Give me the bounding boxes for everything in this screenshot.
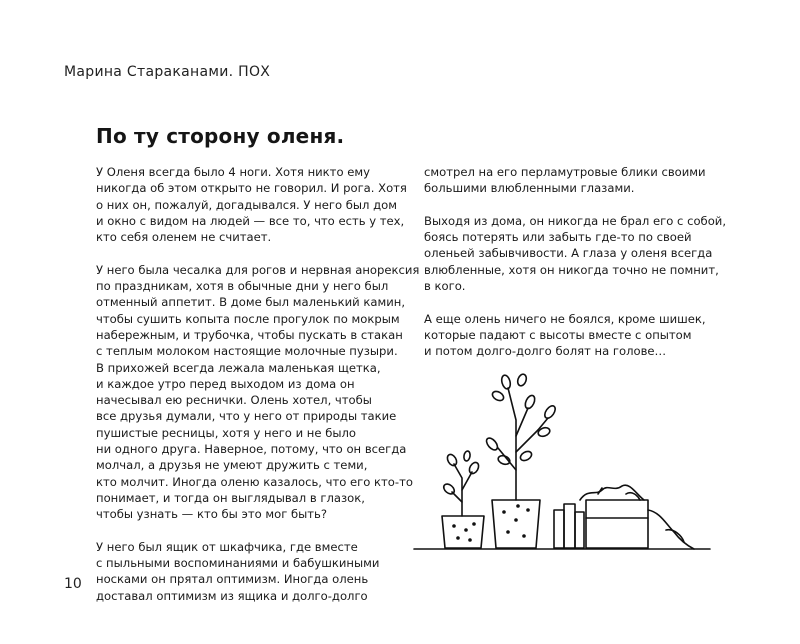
text-line: боясь потерять или забыть где-то по своей: [424, 230, 692, 245]
text-line: набережным, и трубочка, чтобы пускать в стакан: [96, 327, 403, 342]
text-line: кто молчит. Иногда оленю казалось, что его кто-то: [96, 474, 413, 489]
text-line: и потом долго-долго болят на голове…: [424, 344, 667, 359]
text-column-left: [96, 164, 419, 620]
text-line: молчал, а друзья не умеют дружить с теми,: [96, 458, 368, 473]
page-number: 10: [64, 576, 82, 592]
text-line: У Оленя всегда было 4 ноги. Хотя никто ему: [96, 165, 370, 179]
big-pot: [492, 500, 540, 548]
text-line: с пыльными воспоминаниями и бабушкиными: [96, 556, 380, 571]
text-line: оленьей забывчивости. А глаза у оленя всегда: [424, 246, 713, 261]
text-line: и каждое утро перед выходом из дома он: [96, 376, 355, 391]
text-line: носками он прятал оптимизм. Иногда олень: [96, 572, 369, 587]
paragraph: [424, 213, 726, 294]
text-line: о них он, пожалуй, догадывался. У него был дом: [96, 197, 398, 212]
paragraph: [96, 164, 419, 245]
text-line: У него была чесалка для рогов и нервная анорексия: [96, 262, 420, 277]
paragraph: [96, 262, 419, 523]
drawer-box: [580, 485, 694, 549]
small-pot: [442, 516, 484, 548]
paragraph: [96, 539, 419, 604]
paragraph: [424, 164, 726, 197]
text-line: с теплым молоком настоящие молочные пузыри.: [96, 344, 398, 359]
text-line: пушистые ресницы, хотя у него и не было: [96, 425, 357, 440]
plants-illustration: [412, 360, 712, 560]
text-line: все друзья думали, что у него от природы такие: [96, 409, 397, 424]
text-line: начесывал ею реснички. Олень хотел, чтобы: [96, 393, 372, 408]
text-line: большими влюбленными глазами.: [424, 181, 635, 196]
text-line: чтобы узнать — кто бы это мог быть?: [96, 507, 328, 522]
text-line: кто себя оленем не считает.: [96, 230, 272, 245]
text-line: никогда об этом открыто не говорил. И рога. Хотя: [96, 181, 407, 196]
running-header: Марина Стараканами. ПОХ: [64, 64, 271, 80]
text-line: в кого.: [424, 279, 466, 294]
text-line: доставал оптимизм из ящика и долго-долго: [96, 588, 368, 603]
chapter-title: По ту сторону оленя.: [96, 124, 345, 148]
text-line: которые падают с высоты вместе с опытом: [424, 327, 692, 342]
text-line: смотрел на его перламутровые блики своими: [424, 165, 706, 179]
text-line: и окно с видом на людей — все то, что есть у тех,: [96, 213, 405, 228]
text-line: понимает, и тогда он выглядывал в глазок,: [96, 490, 365, 505]
text-column-right: [424, 164, 726, 376]
paragraph: [424, 311, 726, 360]
small-plant: [442, 451, 481, 516]
text-line: А еще олень ничего не боялся, кроме шишек,: [424, 311, 706, 326]
books: [554, 504, 584, 548]
text-line: отменный аппетит. В доме был маленький камин,: [96, 295, 406, 310]
text-line: чтобы сушить копыта после прогулок по мокрым: [96, 311, 400, 326]
text-line: ни одного друга. Наверное, потому, что он всегда: [96, 442, 407, 457]
text-line: по праздникам, хотя в обычные дни у него был: [96, 279, 389, 294]
tall-plant: [484, 373, 557, 500]
text-line: влюбленные, хотя он никогда точно не помнит,: [424, 262, 719, 277]
text-line: В прихожей всегда лежала маленькая щетка,: [96, 360, 381, 375]
text-line: У него был ящик от шкафчика, где вместе: [96, 539, 358, 554]
text-line: Выходя из дома, он никогда не брал его с собой,: [424, 213, 727, 228]
